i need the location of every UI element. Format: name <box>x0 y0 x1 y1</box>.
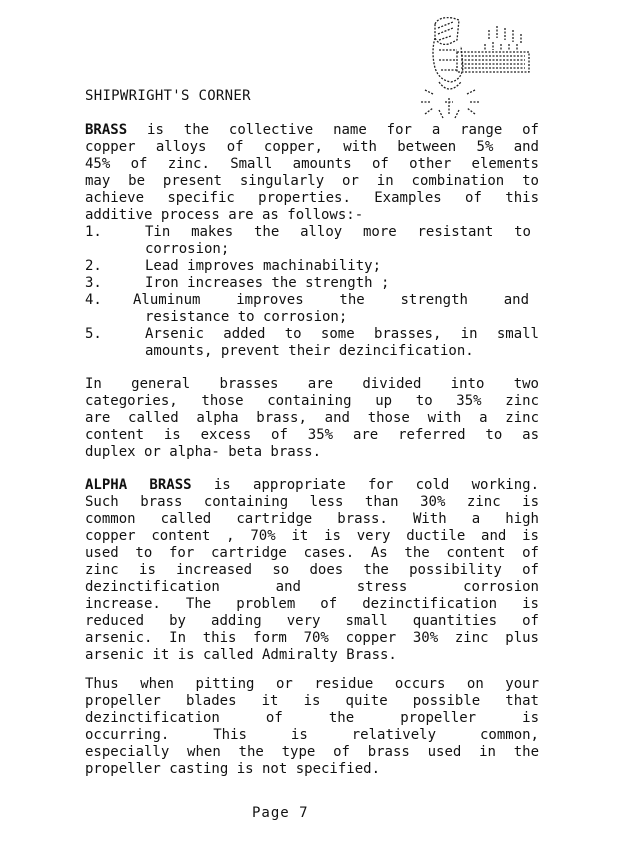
list-item-text: corrosion; <box>145 241 230 257</box>
pitting-line: propeller casting is not specified. <box>85 761 381 777</box>
alpha-line: reduced by adding very small quantities of <box>85 613 539 629</box>
pitting-line: propeller blades it is quite possible that <box>85 693 539 709</box>
alpha-line-1 <box>85 477 539 494</box>
intro-line: additive process are as follows:- <box>85 207 364 223</box>
intro-line: may be present singularly or in combination to <box>85 173 539 189</box>
alpha-line: zinc is increased so does the possibility of <box>85 562 539 578</box>
list-item-text: Aluminum improves the strength and <box>133 292 529 308</box>
alpha-line: increase. The problem of dezinctification is <box>85 596 539 612</box>
alpha-line: copper content , 70% it is very ductile and is <box>85 528 539 544</box>
list-item-text: resistance to corrosion; <box>145 309 348 325</box>
general-line: content is excess of 35% are referred to as <box>85 427 539 443</box>
list-number: 1. <box>85 224 102 240</box>
intro-line: achieve specific properties. Examples of this <box>85 190 539 206</box>
intro-line-1-text: is the collective name for a range of <box>147 122 539 138</box>
list-number: 2. <box>85 258 102 274</box>
alpha-line-1-text: is appropriate for cold working. <box>213 477 540 493</box>
alpha-line: common called cartridge brass. With a high <box>85 511 539 527</box>
pitting-line: Thus when pitting or residue occurs on your <box>85 676 539 692</box>
alpha-line: Such brass containing less than 30% zinc is <box>85 494 539 510</box>
hammer-icon <box>405 10 535 128</box>
pitting-line: especially when the type of brass used in the <box>85 744 539 760</box>
list-item-text: Lead improves machinability; <box>145 258 382 274</box>
list-item-text: Arsenic added to some brasses, in small <box>145 326 539 342</box>
page-number: Page 7 <box>252 805 309 821</box>
list-number: 5. <box>85 326 102 342</box>
intro-line-1 <box>85 122 539 139</box>
general-line: In general brasses are divided into two <box>85 376 539 392</box>
alpha-line: dezinctification and stress corrosion <box>85 579 539 595</box>
list-item-text: Tin makes the alloy more resistant to <box>145 224 531 240</box>
pitting-line: dezinctification of the propeller is <box>85 710 539 726</box>
alpha-line: used to for cartridge cases. As the content of <box>85 545 539 561</box>
page-title: SHIPWRIGHT'S CORNER <box>85 88 251 104</box>
list-item-text: amounts, prevent their dezincification. <box>145 343 474 359</box>
brass-term: BRASS <box>85 122 128 138</box>
alpha-brass-term: ALPHA BRASS <box>85 477 192 493</box>
list-number: 3. <box>85 275 102 291</box>
general-line: are called alpha brass, and those with a zinc <box>85 410 539 426</box>
alpha-line: arsenic. In this form 70% copper 30% zinc plus <box>85 630 539 646</box>
general-line: duplex or alpha- beta brass. <box>85 444 322 460</box>
intro-line: 45% of zinc. Small amounts of other elements <box>85 156 539 172</box>
list-number: 4. <box>85 292 102 308</box>
alpha-line: arsenic it is called Admiralty Brass. <box>85 647 397 663</box>
intro-line: copper alloys of copper, with between 5% and <box>85 139 539 155</box>
list-item-text: Iron increases the strength ; <box>145 275 390 291</box>
pitting-line: occurring. This is relatively common, <box>85 727 539 743</box>
general-line: categories, those containing up to 35% zinc <box>85 393 539 409</box>
